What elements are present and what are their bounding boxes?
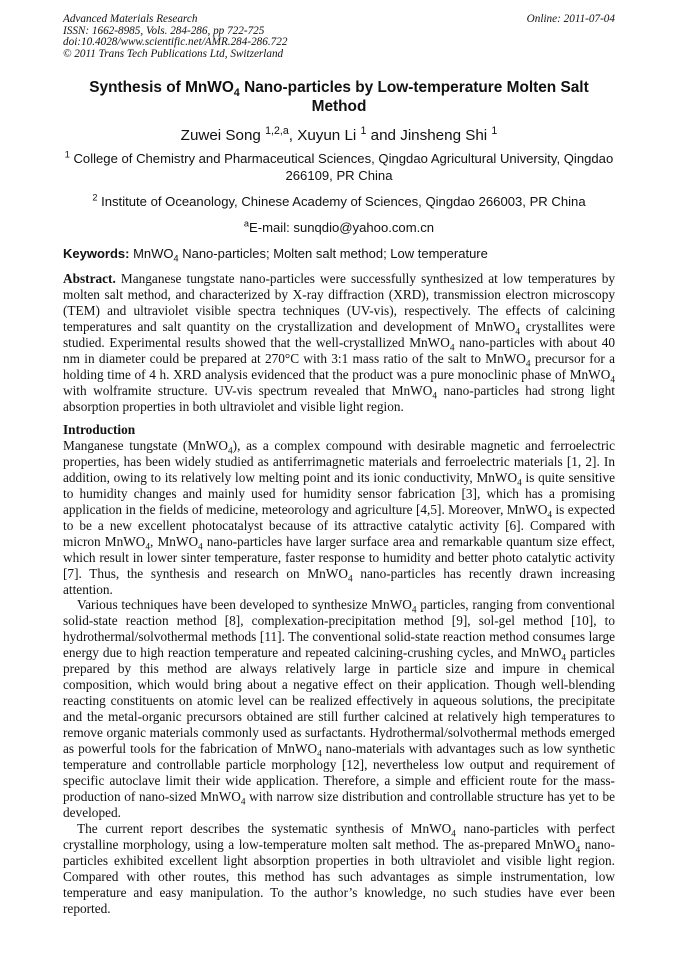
email-line: $^a$E-mail: sunqdio@yahoo.com.cn bbox=[243, 219, 435, 236]
keywords: Keywords: MnWO$_4$ Nano-particles; Molten salt method; Low temperature bbox=[63, 246, 488, 264]
author-name: Xuyun Li bbox=[297, 127, 361, 145]
paper-page bbox=[63, 14, 615, 917]
online-date: Online: 2011-07-04 bbox=[526, 13, 615, 25]
intro-paragraph-3: The current report describes the systematic synthesis of MnWO$_4$ nano-particles with perfect crystalline morphology, using a low-temperature molten salt method. The as-prepared MnWO$_4$ nano-particles exhibited excellent light absorption properties in both ultraviolet and visible light region. Compared with other routes, this method has such advantages as simple instrumentation, low temperature and easy manipulation. To the author’s knowledge, no such studies have ever been reported. bbox=[63, 820, 615, 916]
abstract-paragraph: Abstract. Manganese tungstate nano-particles were successfully synthesized at low temperatures by molten salt method, and characterized by X-ray diffraction (XRD), transmission electron microscopy (TEM) and ultraviolet visible spectra techniques (UV-vis), respectively. The effects of calcining temperatures and salt quantity on the crystallization and development of MnWO$_4$ crystallites were studied. Experimental results showed that the well-crystallized MnWO$_4$ nano-particles with about 40 nm in diameter could be prepared at 270°C with 3:1 mass ratio of the salt to MnWO$_4$ precursor for a holding time of 4 h. XRD analysis evidenced that the product was a pure monoclinic phase of MnWO$_4$ with wolframite structure. UV-vis spectrum revealed that MnWO$_4$ nano-particles had strong light absorption properties in both ultraviolet and visible light region. bbox=[63, 271, 615, 414]
journal-header bbox=[63, 14, 615, 60]
paper-title: Synthesis of MnWO$_4$ Nano-particles by Low-temperature Molten Salt Method bbox=[89, 79, 589, 116]
copyright-line: © 2011 Trans Tech Publications Ltd, Switzerland bbox=[63, 47, 284, 60]
issn-line: ISSN: 1662-8985, Vols. 284-286, pp 722-725 bbox=[63, 24, 265, 37]
intro-paragraph-1: Manganese tungstate (MnWO$_4$), as a complex compound with desirable magnetic and ferroelectric properties, has been widely studied as antiferrimagnetic materials and ferroelectric materials [1, 2]. In addition, owing to its relatively low melting point and its ionic conductivity, MnWO$_4$ is quite sensitive to humidity changes and mainly used for humidity sensor fabrication [3], which has a promising application in the fields of medicine, meteorology and agriculture [4,5]. Moreover, MnWO$_4$ is expected to be a new excellent photocatalyst because of its attractive catalytic activity [6]. Compared with micron MnWO$_4$, MnWO$_4$ nano-particles have larger surface area and remarkable quantum size effect, which result in lower sinter temperature, faster response to humidity and better photo catalytic activity [7]. Thus, the synthesis and research on MnWO$_4$ nano-particles has recently drawn increasing attention. bbox=[63, 437, 616, 597]
journal-name: Advanced Materials Research bbox=[63, 13, 198, 25]
affiliation-1: $^1$ College of Chemistry and Pharmaceutical Sciences, Qingdao Agricultural University, Qingdao 266109, PR China bbox=[64, 150, 614, 184]
author-list: Zuwei Song $^{1,2,a}$, Xuyun Li $^1$ and Jinsheng Shi $^1$ bbox=[180, 125, 498, 145]
abstract-label: Abstract. bbox=[63, 271, 116, 287]
section-heading-introduction: Introduction bbox=[63, 421, 136, 437]
doi-line: doi:10.4028/www.scientific.net/AMR.284-286.722 bbox=[63, 36, 288, 49]
email-address[interactable]: E-mail: sunqdio@yahoo.com.cn bbox=[249, 220, 435, 236]
author-name: Jinsheng Shi bbox=[400, 127, 492, 145]
intro-paragraph-2: Various techniques have been developed to synthesize MnWO$_4$ particles, ranging from conventional solid-state reaction method [8], complexation-precipitation method [9], sol-gel method [10], to hydrothermal/solvothermal methods [11]. The conventional solid-state reaction method consumes large energy due to high reaction temperature and repeated calcining-crushing cycles, and MnWO$_4$ particles prepared by this method are always relatively large in particle size and impure in chemical composition, which would bring about a negative effect on their application. Though well-blending reacting constituents on atomic level can be realized effectively in aqueous solutions, the precipitate and the metal-organic precursors obtained are still further calcined at relatively high temperatures to remove organic materials commonly used as surfactants. Hydrothermal/solvothermal methods emerged as powerful tools for the fabrication of MnWO$_4$ nano-materials with advantages such as low synthetic temperature and controllable particle morphology [12], nevertheless low output and requirement of specific autoclave limit their wide application. Therefore, a simple and efficient route for the mass-production of nano-sized MnWO$_4$ with narrow size distribution and controllable structure has yet to be developed. bbox=[63, 597, 616, 820]
affiliation-2: $^2$ Institute of Oceanology, Chinese Academy of Sciences, Qingdao 266003, PR China bbox=[92, 193, 586, 210]
author-name: Zuwei Song bbox=[180, 127, 266, 145]
